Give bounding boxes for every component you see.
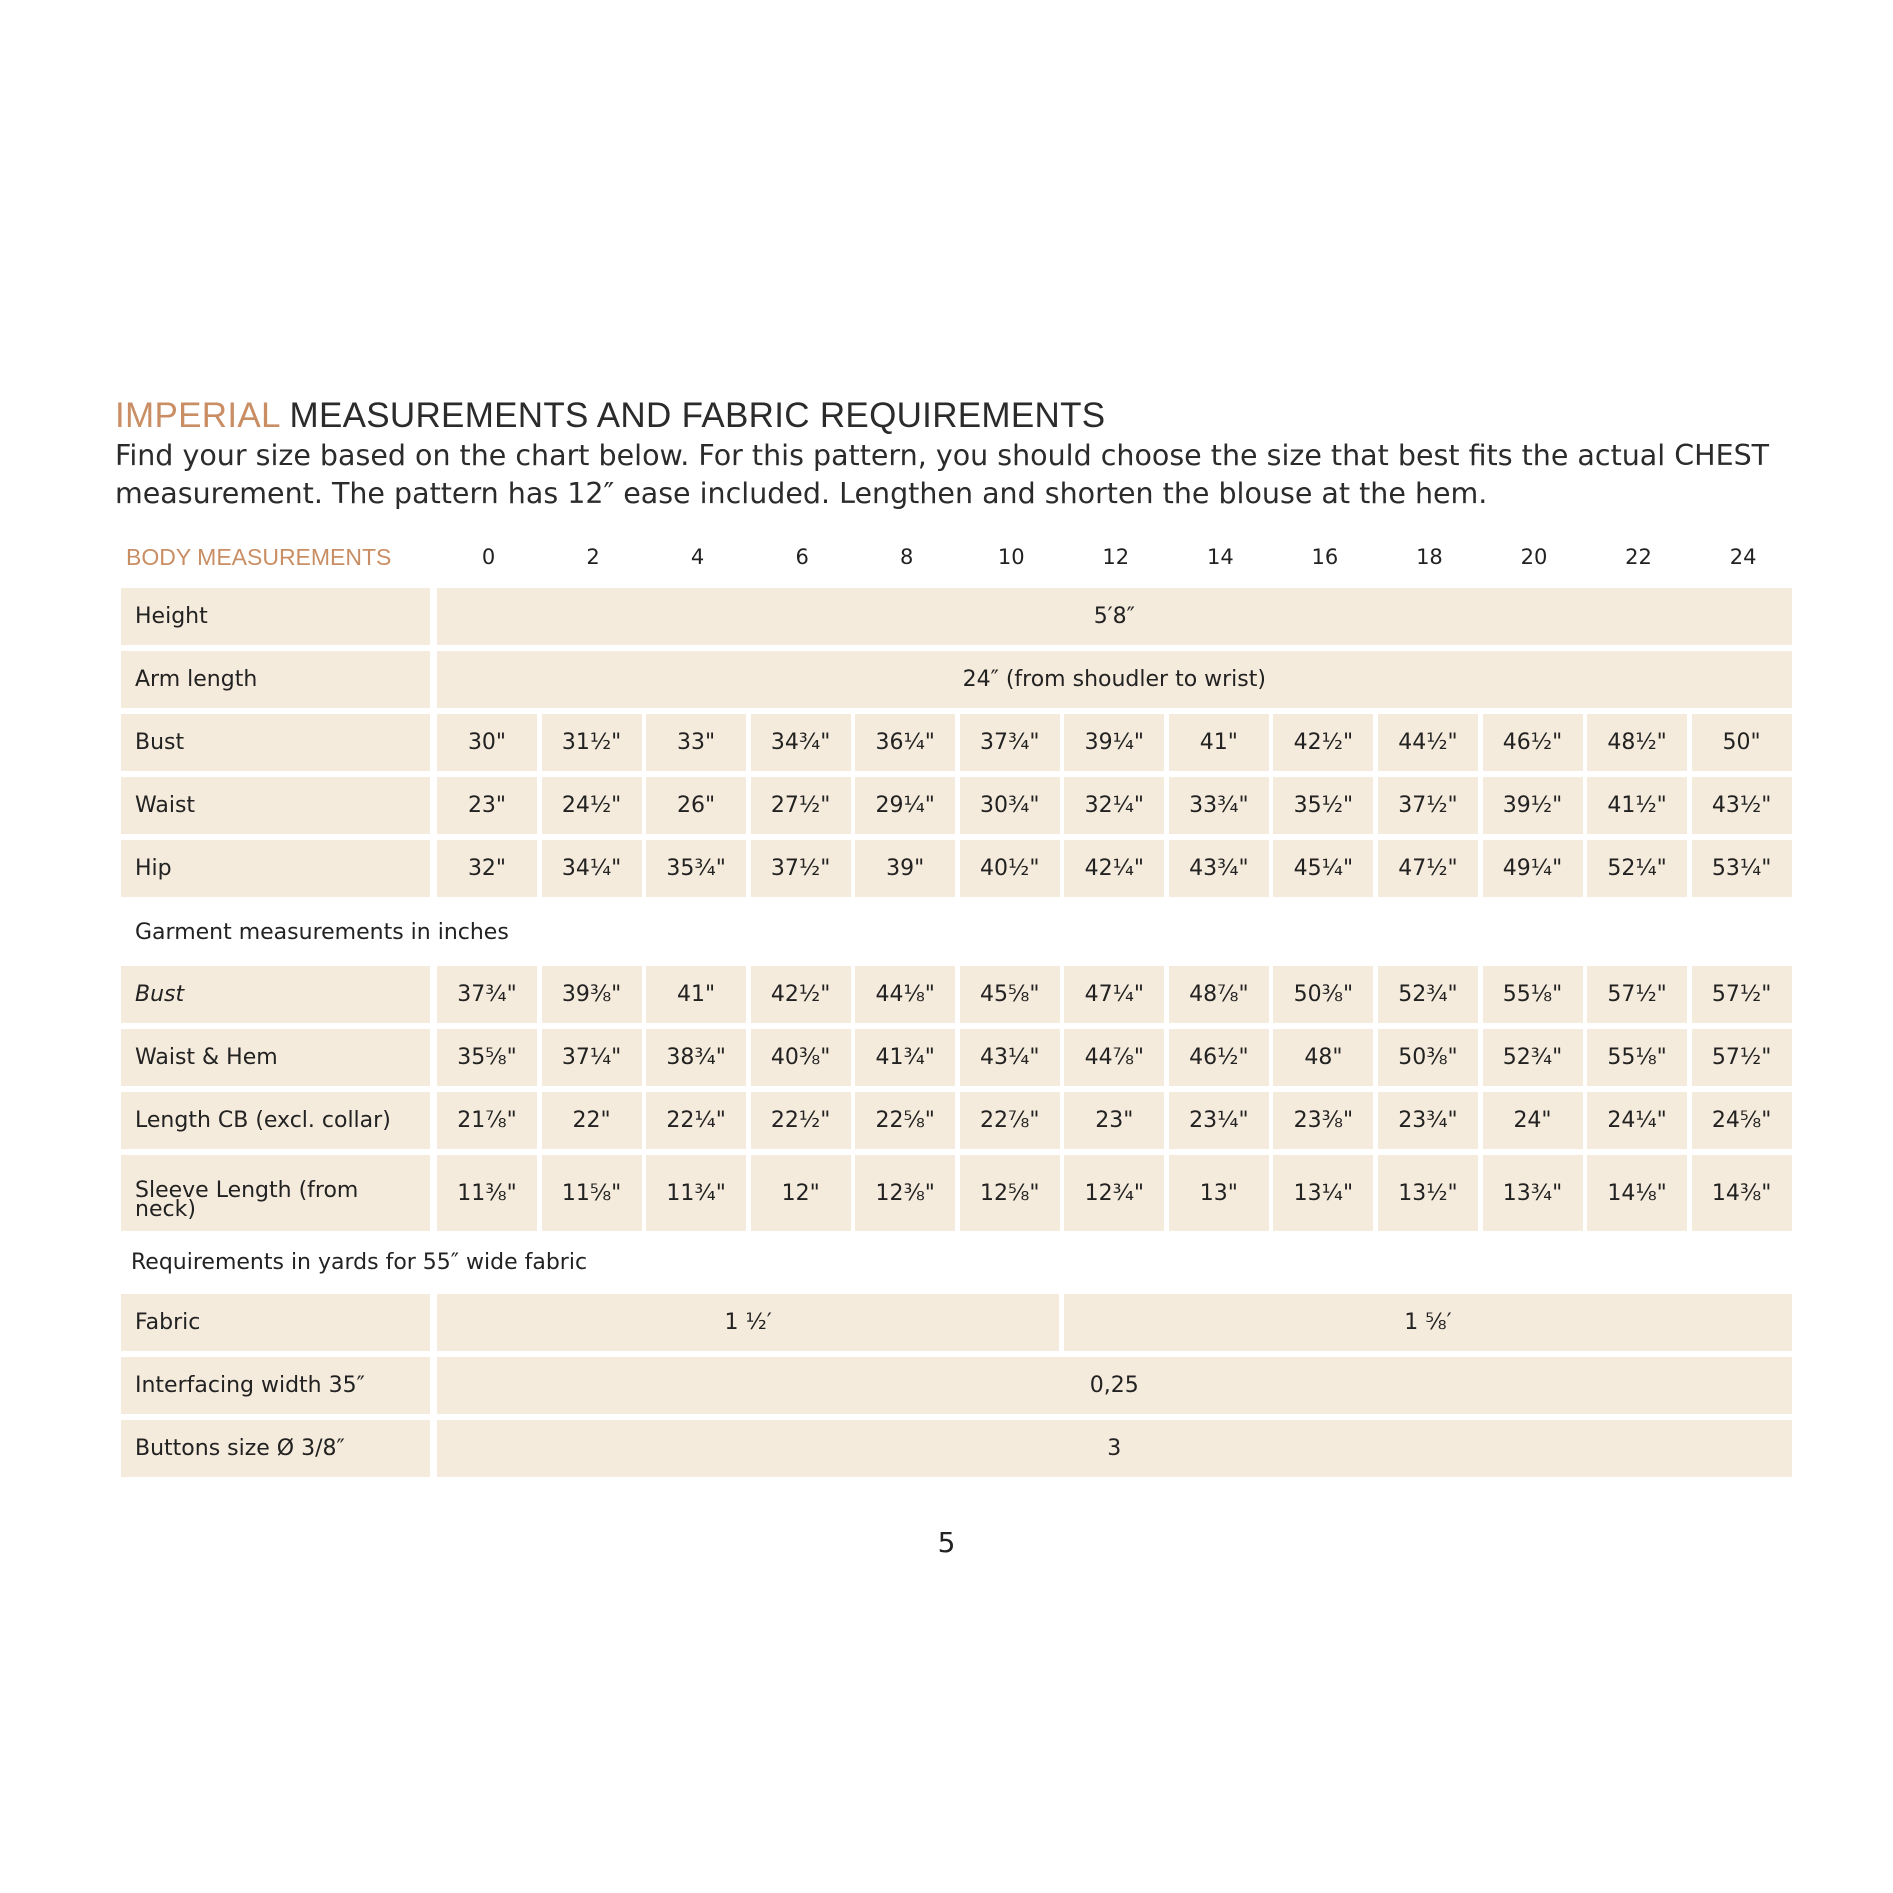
value-cell: 47¼": [1064, 966, 1164, 1023]
value-cell: 35¾": [646, 840, 746, 897]
row-label: Waist & Hem: [121, 1029, 430, 1086]
value-cell: 13½": [1378, 1155, 1478, 1231]
value-cell: 57½": [1587, 966, 1687, 1023]
size-header: 4: [690, 545, 705, 569]
row-label: Buttons size Ø 3/8″: [121, 1420, 430, 1477]
value-cell: 13¾": [1483, 1155, 1583, 1231]
value-cell: 34¼": [542, 840, 642, 897]
value-cell: 48": [1273, 1029, 1373, 1086]
value-cell: 35½": [1273, 777, 1373, 834]
value-cell: 39½": [1483, 777, 1583, 834]
page-number: 5: [937, 1526, 956, 1559]
value-cell: 47½": [1378, 840, 1478, 897]
value-cell: 49¼": [1483, 840, 1583, 897]
size-header: 16: [1311, 545, 1339, 569]
spanned-value: 5′8″: [437, 588, 1792, 645]
row-label: Waist: [121, 777, 430, 834]
value-cell: 12⅜": [855, 1155, 955, 1231]
value-cell: 22½": [751, 1092, 851, 1149]
value-cell: 12": [751, 1155, 851, 1231]
value-cell: 44⅞": [1064, 1029, 1164, 1086]
value-cell: 23⅜": [1273, 1092, 1373, 1149]
value-cell: 46½": [1169, 1029, 1269, 1086]
section-label-garment: Garment measurements in inches: [135, 920, 509, 945]
value-cell: 45⅝": [960, 966, 1060, 1023]
value-cell: 30": [437, 714, 537, 771]
value-cell: 45¼": [1273, 840, 1373, 897]
spanned-value: 0,25: [437, 1357, 1792, 1414]
value-cell: 13¼": [1273, 1155, 1373, 1231]
value-cell: 41¾": [855, 1029, 955, 1086]
value-cell: 48⅞": [1169, 966, 1269, 1023]
value-cell: 52¼": [1587, 840, 1687, 897]
value-cell: 22⅞": [960, 1092, 1060, 1149]
value-cell: 40⅜": [751, 1029, 851, 1086]
value-cell: 13": [1169, 1155, 1269, 1231]
title-accent: IMPERIAL: [115, 396, 280, 435]
value-cell: 48½": [1587, 714, 1687, 771]
value-cell: 1 ⅝′: [1064, 1294, 1791, 1351]
value-cell: 31½": [542, 714, 642, 771]
value-cell: 14⅛": [1587, 1155, 1687, 1231]
value-cell: 33": [646, 714, 746, 771]
value-cell: 44½": [1378, 714, 1478, 771]
value-cell: 50⅜": [1273, 966, 1373, 1023]
row-label: Fabric: [121, 1294, 430, 1351]
value-cell: 32": [437, 840, 537, 897]
value-cell: 39⅜": [542, 966, 642, 1023]
value-cell: 42½": [751, 966, 851, 1023]
value-cell: 57½": [1692, 1029, 1792, 1086]
value-cell: 24¼": [1587, 1092, 1687, 1149]
value-cell: 55⅛": [1587, 1029, 1687, 1086]
value-cell: 42¼": [1064, 840, 1164, 897]
value-cell: 41": [646, 966, 746, 1023]
value-cell: 53¼": [1692, 840, 1792, 897]
value-cell: 41": [1169, 714, 1269, 771]
value-cell: 34¾": [751, 714, 851, 771]
value-cell: 55⅛": [1483, 966, 1583, 1023]
size-header: 18: [1416, 545, 1443, 569]
value-cell: 57½": [1692, 966, 1792, 1023]
value-cell: 52¾": [1378, 966, 1478, 1023]
value-cell: 26": [646, 777, 746, 834]
size-header: 20: [1520, 545, 1548, 569]
value-cell: 23": [437, 777, 537, 834]
value-cell: 30¾": [960, 777, 1060, 834]
spanned-value: 24″ (from shoudler to wrist): [437, 651, 1792, 708]
value-cell: 12¾": [1064, 1155, 1164, 1231]
value-cell: 39¼": [1064, 714, 1164, 771]
title-rest: MEASUREMENTS AND FABRIC REQUIREMENTS: [279, 396, 1106, 435]
size-header: 10: [997, 545, 1025, 569]
row-label: Bust: [121, 714, 430, 771]
value-cell: 52¾": [1483, 1029, 1583, 1086]
value-cell: 36¼": [855, 714, 955, 771]
value-cell: 24⅝": [1692, 1092, 1792, 1149]
value-cell: 43¾": [1169, 840, 1269, 897]
size-header: 14: [1206, 545, 1234, 569]
value-cell: 33¾": [1169, 777, 1269, 834]
value-cell: 11¾": [646, 1155, 746, 1231]
value-cell: 27½": [751, 777, 851, 834]
value-cell: 43¼": [960, 1029, 1060, 1086]
value-cell: 43½": [1692, 777, 1792, 834]
value-cell: 37½": [751, 840, 851, 897]
value-cell: 37¾": [437, 966, 537, 1023]
intro-paragraph: Find your size based on the chart below. For this pattern, you should choose the size that best fits the actual CHEST measurement. The pattern has 12″ ease included. Lengthen and shorten the blouse at the hem.: [115, 439, 1770, 510]
value-cell: 24½": [542, 777, 642, 834]
value-cell: 50⅜": [1378, 1029, 1478, 1086]
value-cell: 37½": [1378, 777, 1478, 834]
row-label: Length CB (excl. collar): [121, 1092, 430, 1149]
value-cell: 29¼": [855, 777, 955, 834]
value-cell: 22⅝": [855, 1092, 955, 1149]
value-cell: 22¼": [646, 1092, 746, 1149]
value-cell: 21⅞": [437, 1092, 537, 1149]
value-cell: 11⅝": [542, 1155, 642, 1231]
row-label: Hip: [121, 840, 430, 897]
value-cell: 46½": [1483, 714, 1583, 771]
row-label: Sleeve Length (from neck): [121, 1155, 430, 1231]
value-cell: 40½": [960, 840, 1060, 897]
size-header: 22: [1625, 545, 1652, 569]
value-cell: 37¾": [960, 714, 1060, 771]
value-cell: 14⅜": [1692, 1155, 1792, 1231]
size-header: 6: [795, 545, 809, 569]
value-cell: 38¾": [646, 1029, 746, 1086]
value-cell: 41½": [1587, 777, 1687, 834]
value-cell: 44⅛": [855, 966, 955, 1023]
value-cell: 24": [1483, 1092, 1583, 1149]
page-title: [115, 396, 1105, 436]
value-cell: 23": [1064, 1092, 1164, 1149]
value-cell: 1 ½′: [437, 1294, 1059, 1351]
size-header: 2: [586, 545, 600, 569]
value-cell: 50": [1692, 714, 1792, 771]
row-label: Height: [121, 588, 430, 645]
header-label: BODY MEASUREMENTS: [126, 544, 392, 570]
value-cell: 32¼": [1064, 777, 1164, 834]
value-cell: 35⅝": [437, 1029, 537, 1086]
row-label: Arm length: [121, 651, 430, 708]
row-label: Bust: [121, 966, 430, 1023]
size-header: 12: [1102, 545, 1130, 569]
value-cell: 12⅝": [960, 1155, 1060, 1231]
value-cell: 42½": [1273, 714, 1373, 771]
size-header: 24: [1729, 545, 1757, 569]
value-cell: 11⅜": [437, 1155, 537, 1231]
spanned-value: 3: [437, 1420, 1792, 1477]
value-cell: 23¼": [1169, 1092, 1269, 1149]
value-cell: 23¾": [1378, 1092, 1478, 1149]
size-header: 0: [481, 545, 496, 569]
size-header: 8: [900, 545, 914, 569]
row-label: Interfacing width 35″: [121, 1357, 430, 1414]
value-cell: 39": [855, 840, 955, 897]
section-label-requirements: Requirements in yards for 55″ wide fabric: [131, 1250, 588, 1275]
value-cell: 22": [542, 1092, 642, 1149]
value-cell: 37¼": [542, 1029, 642, 1086]
